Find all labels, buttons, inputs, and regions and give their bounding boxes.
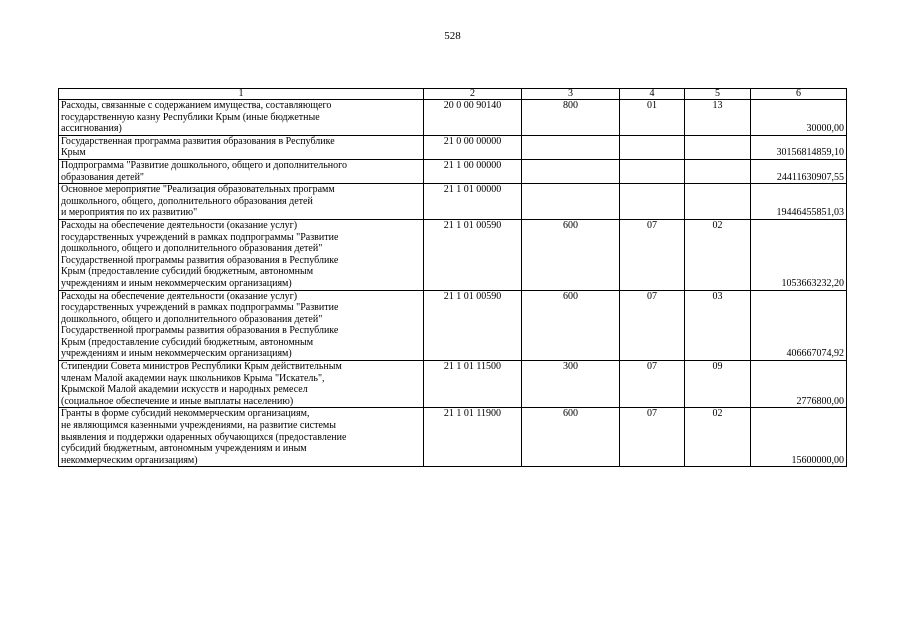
row-name-line: Государственная программа развития образования в Республике	[61, 135, 335, 147]
row-name	[59, 100, 424, 136]
row-name-line: субсидий бюджетным, автономным учреждениям и иным	[61, 443, 307, 455]
amount: 24411630907,55	[751, 159, 847, 183]
row-name-line: ассигнования)	[61, 123, 122, 135]
section-code	[620, 135, 685, 159]
page-number: 528	[444, 30, 461, 42]
row-name-line: учреждениям и иным некоммерческим организациям)	[61, 348, 292, 360]
table-row	[59, 361, 847, 408]
expense-type: 600	[522, 219, 620, 290]
row-name	[59, 184, 424, 220]
subsection-code: 02	[685, 219, 751, 290]
target-code: 21 1 01 00590	[424, 219, 522, 290]
expense-type: 600	[522, 408, 620, 467]
row-name-line: государственную казну Республики Крым (иные бюджетные	[61, 111, 320, 123]
table-row	[59, 408, 847, 467]
target-code: 21 1 01 11500	[424, 361, 522, 408]
row-name-line: Крымской Малой академии искусств и народных ремесел	[61, 384, 308, 396]
target-code: 20 0 00 90140	[424, 100, 522, 136]
expense-type	[522, 135, 620, 159]
row-name-line: Расходы, связанные с содержанием имущества, составляющего	[61, 100, 332, 111]
table-row	[59, 159, 847, 183]
row-name	[59, 219, 424, 290]
amount: 30156814859,10	[751, 135, 847, 159]
row-name-line: Расходы на обеспечение деятельности (оказание услуг)	[61, 219, 298, 231]
section-code	[620, 159, 685, 183]
section-code: 07	[620, 361, 685, 408]
column-header: 3	[522, 89, 620, 100]
row-name-line: государственных учреждений в рамках подпрограммы "Развитие	[61, 302, 339, 314]
row-name-line: Гранты в форме субсидий некоммерческим организациям,	[61, 408, 310, 420]
row-name-line: (социальное обеспечение и иные выплаты населению)	[61, 395, 294, 407]
row-name-line: дошкольного, общего, дополнительного образования детей	[61, 195, 313, 207]
row-name	[59, 290, 424, 361]
section-code: 07	[620, 290, 685, 361]
row-name	[59, 361, 424, 408]
subsection-code: 13	[685, 100, 751, 136]
row-name-line: Крым (предоставление субсидий бюджетным, автономным	[61, 336, 314, 348]
table-header-row	[59, 89, 847, 100]
budget-table	[58, 88, 847, 467]
subsection-code	[685, 135, 751, 159]
amount: 19446455851,03	[751, 184, 847, 220]
row-name-line: выявления и поддержки одаренных обучающихся (предоставление	[61, 431, 347, 443]
target-code: 21 1 01 00590	[424, 290, 522, 361]
amount: 30000,00	[751, 100, 847, 136]
section-code	[620, 184, 685, 220]
table-row	[59, 100, 847, 136]
amount: 2776800,00	[751, 361, 847, 408]
row-name-line: Государственной программы развития образования в Республике	[61, 254, 339, 266]
target-code: 21 0 00 00000	[424, 135, 522, 159]
row-name-line: дошкольного, общего и дополнительного образования детей"	[61, 313, 323, 325]
column-header: 4	[620, 89, 685, 100]
subsection-code: 09	[685, 361, 751, 408]
row-name-line: Расходы на обеспечение деятельности (оказание услуг)	[61, 290, 298, 302]
row-name-line: и мероприятия по их развитию"	[61, 207, 198, 219]
row-name-line: государственных учреждений в рамках подпрограммы "Развитие	[61, 231, 339, 243]
amount: 15600000,00	[751, 408, 847, 467]
expense-type	[522, 184, 620, 220]
row-name-line: Стипендии Совета министров Республики Крым действительным	[61, 361, 342, 373]
table-row	[59, 219, 847, 290]
table-row	[59, 290, 847, 361]
expense-type: 600	[522, 290, 620, 361]
row-name-line: дошкольного, общего и дополнительного образования детей"	[61, 243, 323, 255]
amount: 406667074,92	[751, 290, 847, 361]
amount: 1053663232,20	[751, 219, 847, 290]
column-header: 2	[424, 89, 522, 100]
expense-type: 300	[522, 361, 620, 408]
row-name-line: Крым (предоставление субсидий бюджетным, автономным	[61, 266, 314, 278]
section-code: 01	[620, 100, 685, 136]
table-row	[59, 135, 847, 159]
target-code: 21 1 01 11900	[424, 408, 522, 467]
target-code: 21 1 00 00000	[424, 159, 522, 183]
column-header: 5	[685, 89, 751, 100]
row-name-line: Государственной программы развития образования в Республике	[61, 325, 339, 337]
row-name	[59, 408, 424, 467]
expense-type	[522, 159, 620, 183]
row-name-line: Основное мероприятие "Реализация образовательных программ	[61, 184, 335, 196]
row-name-line: Подпрограмма "Развитие дошкольного, общего и дополнительного	[61, 159, 347, 171]
subsection-code	[685, 159, 751, 183]
row-name-line: учреждениям и иным некоммерческим организациям)	[61, 277, 292, 289]
row-name-line: некоммерческим организациям)	[61, 454, 198, 466]
section-code: 07	[620, 408, 685, 467]
subsection-code	[685, 184, 751, 220]
column-header: 6	[751, 89, 847, 100]
row-name-line: не являющимся казенными учреждениями, на развитие системы	[61, 420, 336, 432]
row-name	[59, 135, 424, 159]
column-header: 1	[59, 89, 424, 100]
table-row	[59, 184, 847, 220]
subsection-code: 03	[685, 290, 751, 361]
subsection-code: 02	[685, 408, 751, 467]
row-name-line: Крым	[61, 147, 86, 159]
section-code: 07	[620, 219, 685, 290]
target-code: 21 1 01 00000	[424, 184, 522, 220]
row-name-line: образования детей"	[61, 171, 145, 183]
expense-type: 800	[522, 100, 620, 136]
row-name-line: членам Малой академии наук школьников Крыма "Искатель",	[61, 372, 325, 384]
row-name	[59, 159, 424, 183]
